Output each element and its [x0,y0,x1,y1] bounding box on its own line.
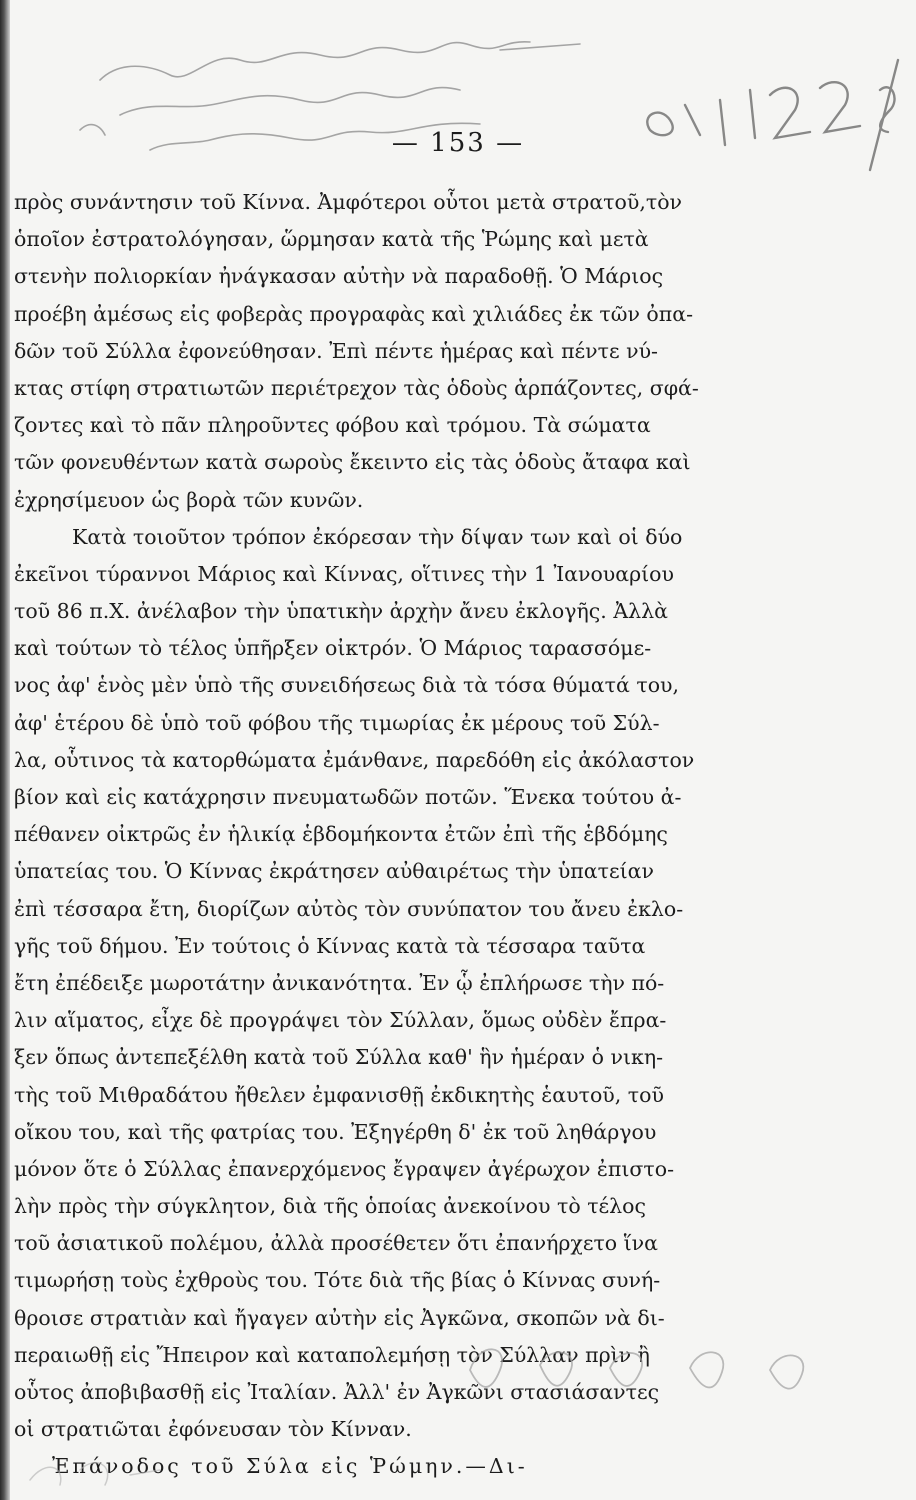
text-line: βίον καὶ εἰς κατάχρησιν πνευματωδῶν ποτῶν. Ἕνεκα τούτου ἀ- [14,785,682,809]
text-line: οἱ στρατιῶται ἐφόνευσαν τὸν Κίνναν. [14,1417,412,1442]
text-line: λα, οὗτινος τὰ κατορθώματα ἐμάνθανε, παρεδόθη εἰς ἀκόλαστον [14,747,695,772]
text-line: λὴν πρὸς τὴν σύγκλητον, διὰ τῆς ὁποίας ἀνεκοίνου τὸ τέλος [14,1194,646,1219]
text-line: τοῦ ἀσιατικοῦ πολέμου, ἀλλὰ προσέθετεν ὅτι ἐπανήρχετο ἵνα [14,1231,658,1256]
text-line: τιμωρήσῃ τοὺς ἐχθροὺς του. Τότε διὰ τῆς βίας ὁ Κίννας συνή- [14,1268,661,1293]
text-line: κτας στίφη στρατιωτῶν περιέτρεχον τὰς ὁδοὺς ἁρπάζοντες, σφά- [14,375,699,400]
text-line: οὗτος ἀποβιβασθῇ εἰς Ἰταλίαν. Ἀλλ' ἐν Ἀγκῶνι στασιάσαντες [14,1380,660,1404]
body-text [14,184,760,1486]
text-line: τὴς τοῦ Μιθραδάτου ἤθελεν ἐμφανισθῇ ἐκδικητὴς ἑαυτοῦ, τοῦ [14,1082,664,1107]
text-line: λιν αἵματος, εἶχε δὲ προγράψει τὸν Σύλλαν, ὅμως οὐδὲν ἔπρα- [14,1008,667,1033]
text-line: ἐπὶ τέσσαρα ἔτη, διορίζων αὐτὸς τὸν συνύπατον του ἄνευ ἐκλο- [14,896,684,921]
text-line: προέβη ἀμέσως εἰς φοβερὰς προγραφὰς καὶ χιλιάδες ἐκ τῶν ὀπα- [14,301,694,326]
text-line: πρὸς συνάντησιν τοῦ Κίννα. Ἀμφότεροι οὗτοι μετὰ στρατοῦ,τὸν [14,190,682,214]
text-line: δῶν τοῦ Σύλλα ἐφονεύθησαν. Ἐπὶ πέντε ἡμέρας καὶ πέντε νύ- [14,338,658,363]
text-line: πέθανεν οἰκτρῶς ἐν ἡλικίᾳ ἑβδομήκοντα ἐτῶν ἐπὶ τῆς ἑβδόμης [14,822,668,847]
text-line: τοῦ 86 π.Χ. ἀνέλαβον τὴν ὑπατικὴν ἀρχὴν ἄνευ ἐκλογῆς. Ἀλλὰ [14,599,668,624]
handwritten-pencil-annotation [60,20,900,190]
page-number: — 153 — [391,128,525,158]
text-line: ἐχρησίμευον ὡς βορὰ τῶν κυνῶν. [14,487,364,512]
text-line: οἴκου του, καὶ τῆς φατρίας του. Ἐξηγέρθη δ' ἐκ τοῦ ληθάργου [14,1119,657,1144]
page-binding-edge [0,0,10,1500]
text-line: καὶ τούτων τὸ τέλος ὑπῆρξεν οἰκτρόν. Ὁ Μάριος ταρασσόμε- [14,636,652,661]
text-line: περαιωθῇ εἰς Ἤπειρον καὶ καταπολεμήσῃ τὸν Σύλλαν πρὶν ἢ [14,1342,650,1367]
pencil-scribble [440,1330,860,1400]
text-line: νος ἀφ' ἑνὸς μὲν ὑπὸ τῆς συνειδήσεως διὰ τὰ τόσα θύματά του, [14,673,680,698]
text-line: ζοντες καὶ τὸ πᾶν πληροῦντες φόβου καὶ τρόμου. Τὰ σώματα [14,413,651,438]
paragraph-first-line: Κατὰ τοιοῦτον τρόπον ἐκόρεσαν τὴν δίψαν των καὶ οἱ δύο [72,524,683,549]
text-line: ἐκεῖνοι τύραννοι Μάριος καὶ Κίννας, οἵτινες τὴν 1 Ἰανουαρίου [14,561,674,586]
text-line: μόνον ὅτε ὁ Σύλλας ἐπανερχόμενος ἔγραψεν ἀγέρωχον ἐπιστο- [14,1156,675,1181]
text-line: ἀφ' ἑτέρου δὲ ὑπὸ τοῦ φόβου τῆς τιμωρίας ἐκ μέρους τοῦ Σύλ- [14,710,660,735]
section-heading: Ἐπάνοδος τοῦ Σύλα εἰς Ῥώμην.—Δι- [52,1454,528,1479]
text-line: γῆς τοῦ δήμου. Ἐν τούτοις ὁ Κίννας κατὰ τὰ τέσσαρα ταῦτα [14,933,646,958]
pencil-corner-mark [20,1440,240,1500]
text-line: ξεν ὅπως ἀντεπεξέλθη κατὰ τοῦ Σύλλα καθ' ἣν ἡμέραν ὁ νικη- [14,1045,664,1070]
text-line: ἔτη ἐπέδειξε μωροτάτην ἀνικανότητα. Ἐν ᾧ ἐπλήρωσε τὴν πό- [14,970,665,995]
text-line: στενὴν πολιορκίαν ἠνάγκασαν αὐτὴν νὰ παραδοθῇ. Ὁ Μάριος [14,264,664,289]
text-line: ὁποῖον ἐστρατολόγησαν, ὥρμησαν κατὰ τῆς Ῥώμης καὶ μετὰ [14,227,649,252]
text-line: θροισε στρατιὰν καὶ ἤγαγεν αὐτὴν εἰς Ἀγκῶνα, σκοπῶν νὰ δι- [14,1305,665,1330]
text-line: ὑπατείας του. Ὁ Κίννας ἐκράτησεν αὐθαιρέτως τὴν ὑπατείαν [14,859,654,884]
text-line: τῶν φονευθέντων κατὰ σωροὺς ἔκειντο εἰς τὰς ὁδοὺς ἄταφα καὶ [14,450,691,475]
